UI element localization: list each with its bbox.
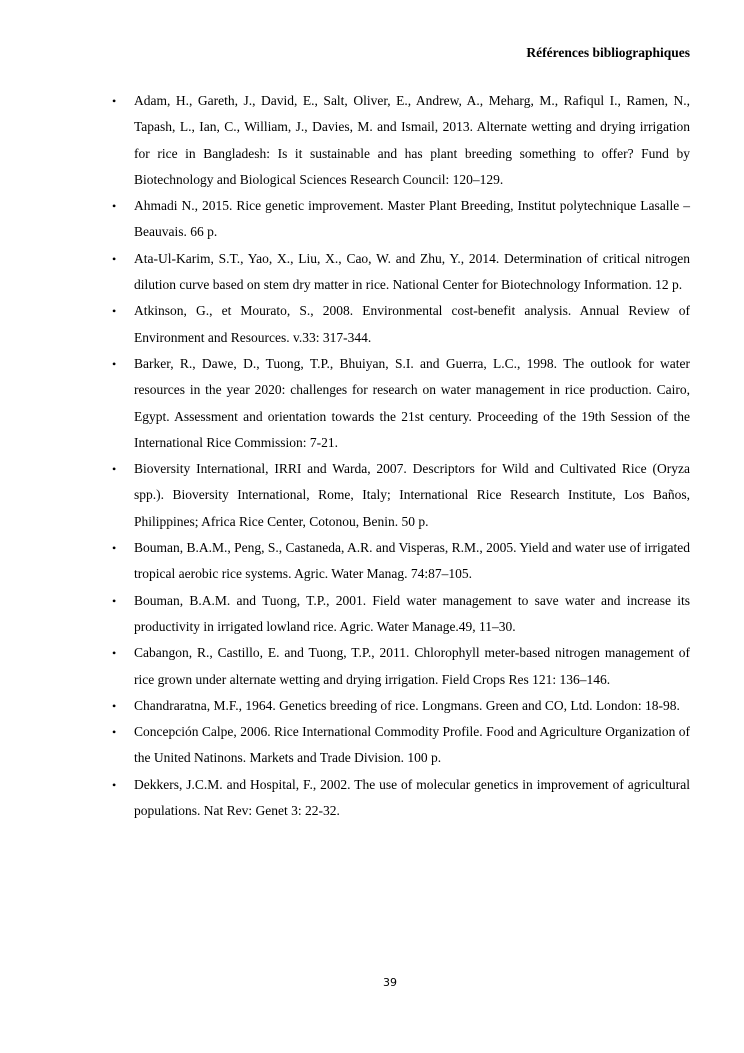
reference-item (112, 298, 690, 351)
reference-item (112, 535, 690, 588)
reference-text: Concepción Calpe, 2006. Rice International Commodity Profile. Food and Agriculture Organization of the United Natinons. Markets and Trade Division. 100 p. (134, 724, 690, 766)
reference-item (112, 588, 690, 641)
bullet-icon: • (112, 356, 117, 371)
reference-item (112, 351, 690, 456)
bullet-icon: • (112, 593, 117, 608)
reference-item (112, 772, 690, 825)
reference-item (112, 246, 690, 299)
page-header-title: Références bibliographiques (526, 45, 690, 60)
reference-list (112, 88, 690, 824)
bullet-icon: • (112, 725, 117, 740)
reference-text: Bouman, B.A.M. and Tuong, T.P., 2001. Field water management to save water and increase its productivity in irrigated lowland rice. Agric. Water Manage.49, 11–30. (134, 592, 690, 634)
bullet-icon: • (112, 462, 117, 477)
reference-item (112, 456, 690, 535)
reference-item (112, 693, 690, 719)
bullet-icon: • (112, 199, 117, 214)
reference-text: Ahmadi N., 2015. Rice genetic improvement. Master Plant Breeding, Institut polytechnique Lasalle – Beauvais. 66 p. (134, 198, 690, 240)
bullet-icon: • (112, 94, 117, 108)
reference-text: Adam, H., Gareth, J., David, E., Salt, Oliver, E., Andrew, A., Meharg, M., Rafiqul I., Ramen, N., Tapash, L., Ian, C., William, J., Davies, M. and Ismail, 2013. Alternate wetting and drying irrigation for rice in Bangladesh: Is it sustainable and has plant breeding something to offer? Fund by Biotechnology and Biological Sciences Research Council: 120–129. (134, 93, 690, 187)
bullet-icon: • (112, 777, 117, 792)
reference-text: Atkinson, G., et Mourato, S., 2008. Environmental cost-benefit analysis. Annual Review of Environment and Resources. v.33: 317-344. (134, 303, 690, 345)
reference-text: Cabangon, R., Castillo, E. and Tuong, T.P., 2011. Chlorophyll meter-based nitrogen management of rice grown under alternate wetting and drying irrigation. Field Crops Res 121: 136–146. (134, 645, 690, 687)
reference-item (112, 193, 690, 246)
reference-text: Barker, R., Dawe, D., Tuong, T.P., Bhuiyan, S.I. and Guerra, L.C., 1998. The outlook for water resources in the year 2020: challenges for research on water management in rice production. Cairo, Egypt. Assessment and orientation towards the 21st century. Proceeding of the 19th Session of the International Rice Commission: 7-21. (134, 355, 690, 450)
reference-text: Bouman, B.A.M., Peng, S., Castaneda, A.R. and Visperas, R.M., 2005. Yield and water use of irrigated tropical aerobic rice systems. Agric. Water Manag. 74:87–105. (134, 540, 690, 582)
reference-text: Chandraratna, M.F., 1964. Genetics breeding of rice. Longmans. Green and CO, Ltd. London: 18-98. (134, 697, 680, 713)
reference-text: Bioversity International, IRRI and Warda, 2007. Descriptors for Wild and Cultivated Rice (Oryza spp.). Bioversity International, Rome, Italy; International Rice Research Institute, Los Baños, Philippines; Africa Rice Center, Cotonou, Benin. 50 p. (134, 461, 690, 529)
bullet-icon: • (112, 251, 117, 266)
reference-text: Dekkers, J.C.M. and Hospital, F., 2002. The use of molecular genetics in improvement of agricultural populations. Nat Rev: Genet 3: 22-32. (134, 776, 690, 819)
reference-item (112, 719, 690, 772)
bullet-icon: • (112, 541, 117, 556)
reference-item (112, 640, 690, 693)
bullet-icon: • (112, 646, 117, 661)
reference-text: Ata-Ul-Karim, S.T., Yao, X., Liu, X., Cao, W. and Zhu, Y., 2014. Determination of critical nitrogen dilution curve based on stem dry matter in rice. National Center for Biotechnology Information. 12 p. (134, 250, 690, 293)
bullet-icon: • (112, 698, 117, 713)
page-number: 39 (383, 976, 397, 989)
bullet-icon: • (112, 304, 117, 319)
reference-item (112, 88, 690, 193)
